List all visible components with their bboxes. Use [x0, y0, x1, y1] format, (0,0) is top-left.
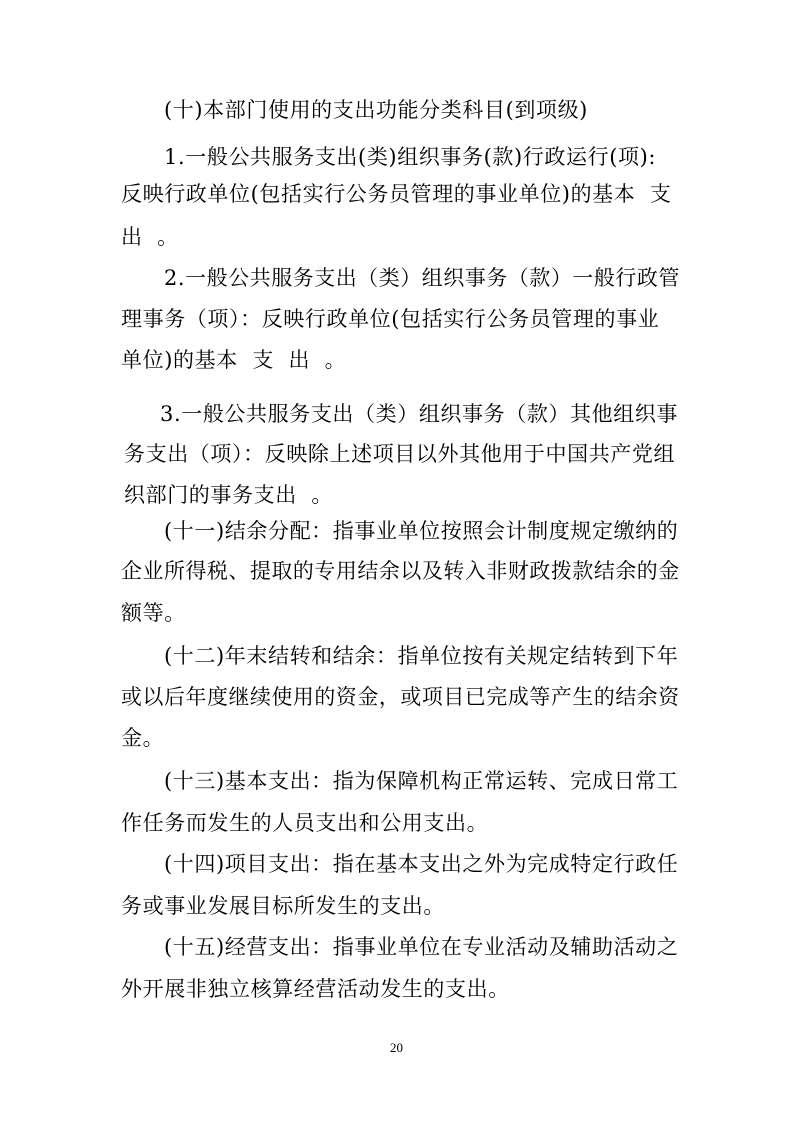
section-13-line-2: 作任务而发生的人员支出和公用支出。 — [121, 811, 489, 835]
section-11-line-2: 企业所得税、提取的专用结余以及转入非财政拨款结余的金 — [121, 559, 680, 583]
section-12-line-3: 金。 — [121, 726, 165, 750]
item-1-line-3: 出 。 — [121, 225, 179, 249]
section-14-line-2: 务或事业发展目标所发生的支出。 — [121, 894, 445, 918]
item-3-line-1: 3.一般公共服务支出（类）组织事务（款）其他组织事 — [160, 402, 679, 426]
section-13-line-1: (十三)基本支出：指为保障机构正常运转、完成日常工 — [164, 769, 679, 793]
section-15-line-2: 外开展非独立核算经营活动发生的支出。 — [121, 977, 510, 1001]
section-12-line-2: 或以后年度继续使用的资金，或项目已完成等产生的结余资 — [121, 685, 680, 709]
section-12-line-1: (十二)年末结转和结余：指单位按有关规定结转到下年 — [164, 644, 679, 668]
item-2-line-2: 理事务（项）：反映行政单位(包括实行公务员管理的事业 — [121, 307, 660, 331]
section-11-line-3: 额等。 — [121, 601, 186, 625]
section-10-heading: (十)本部门使用的支出功能分类科目(到项级) — [164, 98, 588, 122]
item-3-line-2: 务支出（项）：反映除上述项目以外其他用于中国共产党组 — [124, 442, 676, 466]
section-15-line-1: (十五)经营支出：指事业单位在专业活动及辅助活动之 — [164, 935, 679, 959]
section-14-line-1: (十四)项目支出：指在基本支出之外为完成特定行政任 — [164, 852, 679, 876]
section-11-line-1: (十一)结余分配：指事业单位按照会计制度规定缴纳的 — [164, 519, 679, 543]
item-2-line-1: 2.一般公共服务支出（类）组织事务（款）一般行政管 — [164, 266, 680, 290]
item-1-line-2: 反映行政单位(包括实行公务员管理的事业单位)的基本 支 — [121, 182, 672, 206]
item-1-line-1: 1.一般公共服务支出(类)组织事务(款)行政运行(项): — [164, 145, 657, 169]
item-2-line-3: 单位)的基本 支 出 。 — [121, 348, 347, 372]
page-number: 20 — [390, 1040, 403, 1055]
item-3-line-3: 织部门的事务支出 。 — [124, 483, 333, 507]
